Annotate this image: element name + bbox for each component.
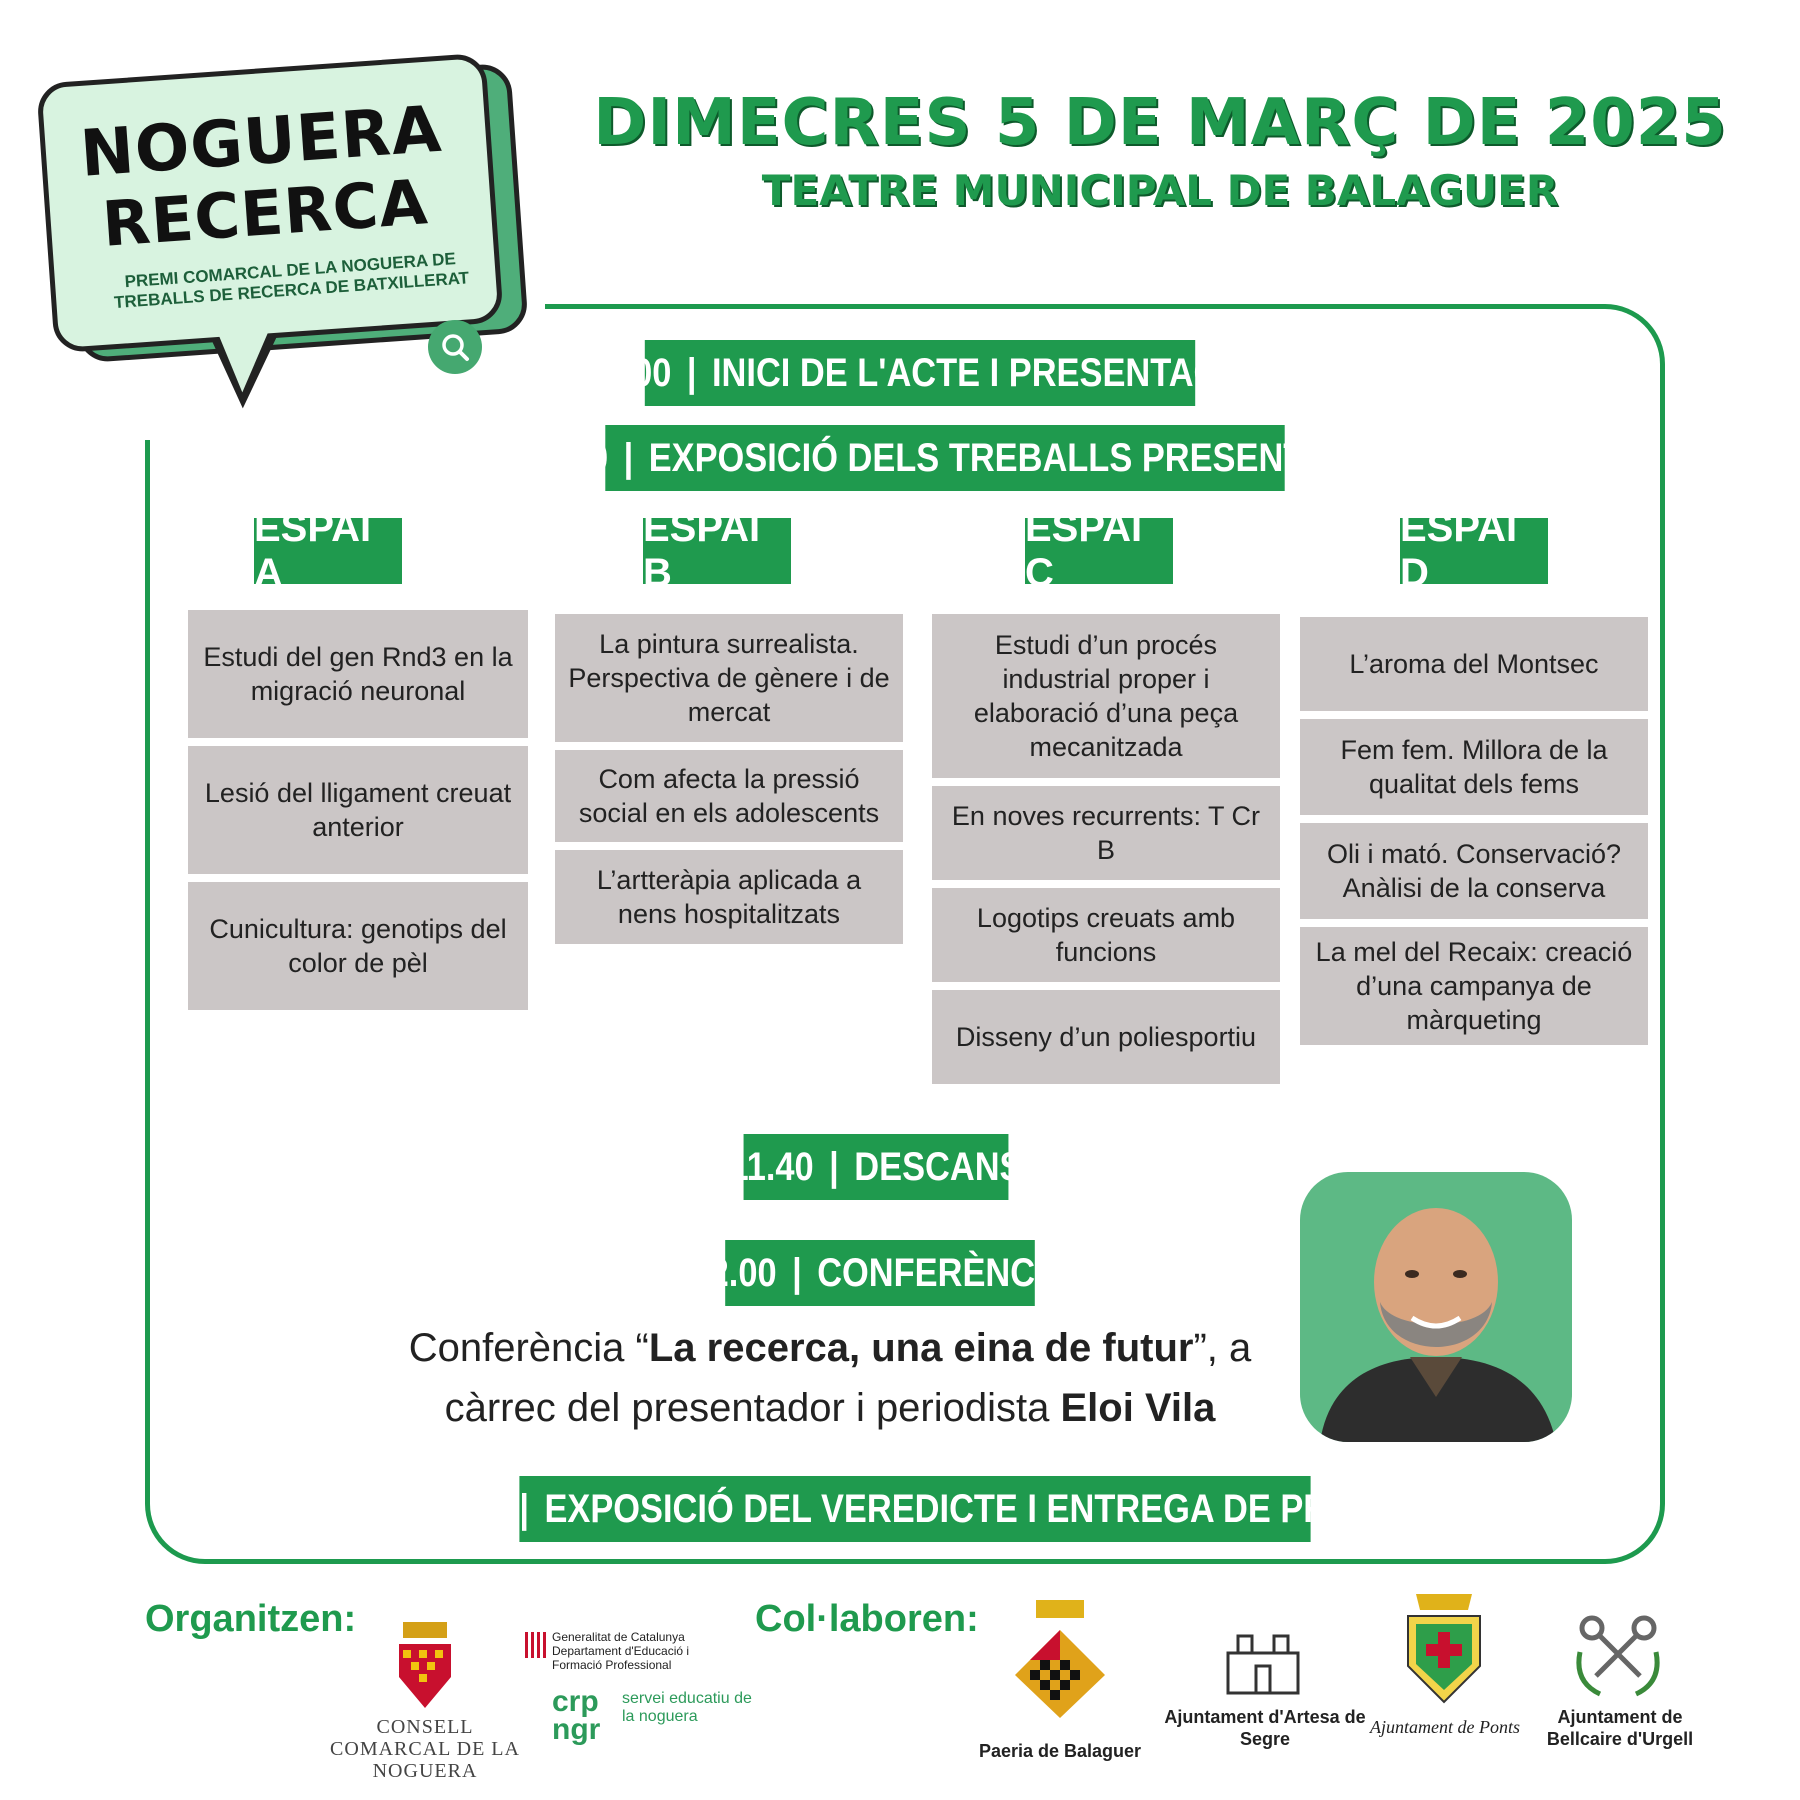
speaker-name: Eloi Vila — [1060, 1386, 1216, 1430]
espai-b-list — [555, 614, 903, 944]
noguera-recerca-logo — [40, 48, 530, 408]
espai-b-header: ESPAI B — [643, 518, 791, 584]
search-icon — [428, 320, 482, 374]
speaker-photo — [1300, 1172, 1572, 1442]
schedule-time: 10.00 — [585, 350, 672, 395]
list-item: Disseny d’un poliesportiu — [932, 990, 1280, 1084]
schedule-label: EXPOSICIÓ DEL VEREDICTE I ENTREGA DE PREMIS — [544, 1486, 1413, 1531]
logo-title-line1: NOGUERA — [78, 92, 445, 192]
generalitat-icon — [524, 1632, 546, 1658]
list-item: Fem fem. Millora de la qualitat dels fems — [1300, 719, 1648, 815]
paeria-shield-icon — [1010, 1600, 1110, 1720]
collaborators-label: Col·laboren: — [755, 1598, 979, 1640]
list-item: Lesió del lligament creuat anterior — [188, 746, 528, 874]
conference-description: Conferència “La recerca, una eina de futur”, a càrrec del presentador i periodista Eloi Vila — [408, 1326, 1252, 1430]
bellcaire-caption: Ajuntament de Bellcaire d'Urgell — [1546, 1707, 1694, 1749]
bellcaire-keys-icon — [1570, 1612, 1666, 1698]
espai-a-header: ESPAI A — [254, 518, 402, 584]
list-item: La mel del Recaix: creació d’una campanya de màrqueting — [1300, 927, 1648, 1045]
list-item: Com afecta la pressió social en els adolescents — [555, 750, 903, 842]
schedule-item-break: 11.40 | DESCANS — [744, 1134, 1009, 1200]
organizers-label: Organitzen: — [145, 1598, 357, 1640]
ponts-shield-icon — [1396, 1594, 1492, 1706]
schedule-label: INICI DE L'ACTE I PRESENTACIÓ — [712, 350, 1255, 395]
espai-c-list — [932, 614, 1280, 1084]
ponts-caption: Ajuntament de Ponts — [1370, 1717, 1520, 1737]
schedule-label: CONFERÈNCIA — [817, 1250, 1070, 1295]
consell-comarcal-caption: CONSELL COMARCAL DE LA NOGUERA — [330, 1716, 520, 1782]
logo-subtitle: PREMI COMARCAL DE LA NOGUERA DE TREBALLS DE RECERCA DE BATXILLERAT — [113, 249, 470, 313]
schedule-label: DESCANS — [854, 1144, 1023, 1189]
list-item: L’aroma del Montsec — [1300, 617, 1648, 711]
espai-a-list — [188, 610, 528, 1010]
conference-title: La recerca, una eina de futur — [648, 1326, 1194, 1370]
list-item: En noves recurrents: T Cr B — [932, 786, 1280, 880]
schedule-item-opening: 10.00 | INICI DE L'ACTE I PRESENTACIÓ — [645, 340, 1195, 406]
schedule-label: EXPOSICIÓ DELS TREBALLS PRESENTATS — [648, 435, 1368, 480]
crp-caption: servei educatiu de la noguera — [622, 1690, 752, 1725]
list-item: Cunicultura: genotips del color de pèl — [188, 882, 528, 1010]
paeria-caption: Paeria de Balaguer — [978, 1741, 1142, 1761]
schedule-time: 13.00 — [417, 1486, 504, 1531]
artesa-caption: Ajuntament d'Artesa de Segre — [1164, 1707, 1366, 1749]
event-venue-subtitle: TEATRE MUNICIPAL DE BALAGUER — [761, 166, 1559, 215]
artesa-castle-icon — [1218, 1628, 1308, 1698]
list-item: L’artteràpia aplicada a nens hospitalitzats — [555, 850, 903, 944]
schedule-time: 11.40 — [729, 1144, 814, 1189]
schedule-item-exposition: 10.20 | EXPOSICIÓ DELS TREBALLS PRESENTATS — [605, 425, 1284, 491]
list-item: Logotips creuats amb funcions — [932, 888, 1280, 982]
espai-d-list — [1300, 617, 1648, 1045]
espai-c-header: ESPAI C — [1025, 518, 1173, 584]
consell-comarcal-shield-icon — [395, 1622, 455, 1712]
schedule-time: 10.20 — [522, 435, 609, 480]
event-date-title: DIMECRES 5 DE MARÇ DE 2025 — [593, 86, 1727, 160]
schedule-time: 12.00 — [690, 1250, 777, 1295]
logo-title-line2: RECERCA — [100, 165, 431, 261]
schedule-item-awards: 13.00 | EXPOSICIÓ DEL VEREDICTE I ENTREGA DE PREMIS — [519, 1476, 1310, 1542]
schedule-item-conference: 12.00 | CONFERÈNCIA — [725, 1240, 1035, 1306]
list-item: Oli i mató. Conservació? Anàlisi de la conserva — [1300, 823, 1648, 919]
crp-logo: crp ngr — [552, 1685, 601, 1746]
espai-d-header: ESPAI D — [1400, 518, 1548, 584]
generalitat-caption: Generalitat de Catalunya Departament d'Educació i Formació Professional — [552, 1630, 690, 1672]
list-item: Estudi d’un procés industrial proper i elaboració d’una peça mecanitzada — [932, 614, 1280, 778]
list-item: La pintura surrealista. Perspectiva de gènere i de mercat — [555, 614, 903, 742]
list-item: Estudi del gen Rnd3 en la migració neuronal — [188, 610, 528, 738]
